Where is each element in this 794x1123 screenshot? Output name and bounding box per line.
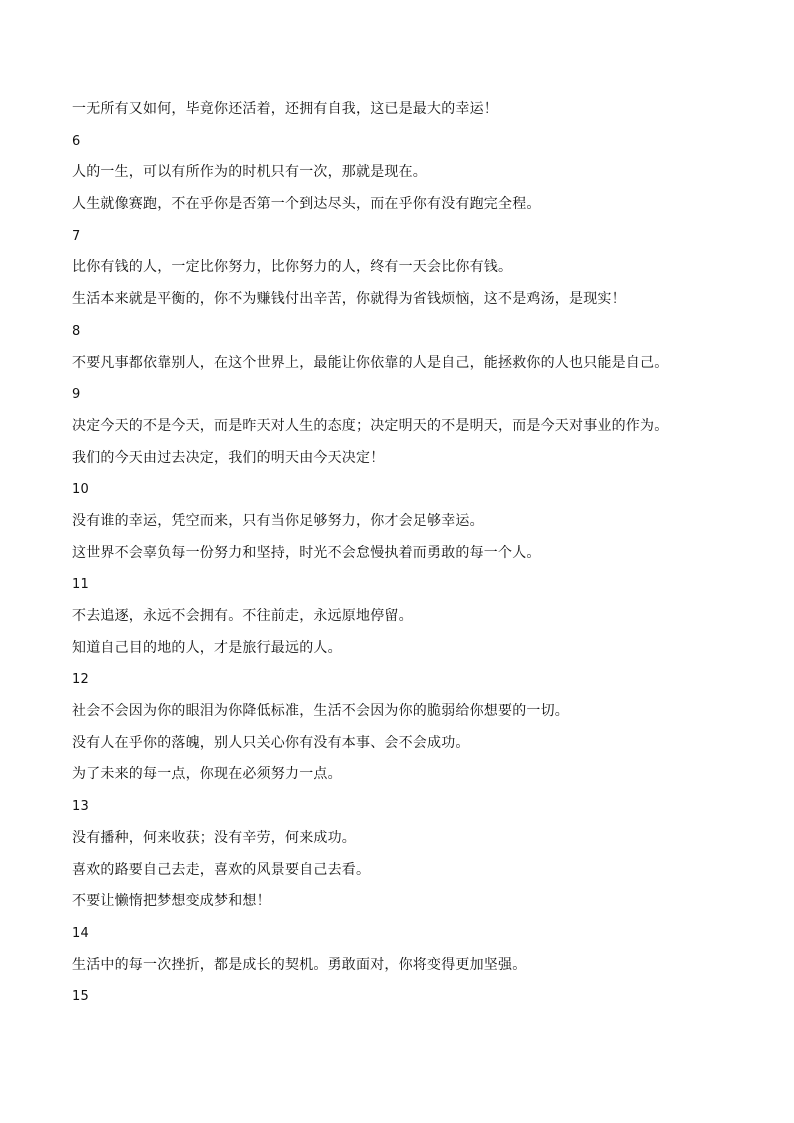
quote-number: 6 [72, 133, 81, 149]
quote-line: 我们的今天由过去决定，我们的明天由今天决定！ [72, 449, 385, 466]
quote-line: 人生就像赛跑，不在乎你是否第一个到达尽头，而在乎你有没有跑完全程。 [72, 196, 541, 213]
quote-number: 7 [72, 228, 81, 244]
quote-line: 一无所有又如何，毕竟你还活着，还拥有自我，这已是最大的幸运！ [72, 101, 498, 117]
quote-line: 不去追逐，永远不会拥有。不往前走，永远原地停留。 [72, 608, 413, 624]
quote-line: 没有播种，何来收获；没有辛劳，何来成功。 [72, 829, 356, 846]
quote-number: 14 [72, 925, 89, 941]
quote-line: 不要让懒惰把梦想变成梦和想！ [72, 893, 271, 910]
quote-number: 12 [72, 672, 89, 688]
quote-line: 生活中的每一次挫折，都是成长的契机。勇敢面对，你将变得更加坚强。 [72, 956, 527, 973]
quote-number: 8 [72, 323, 81, 339]
quote-line: 喜欢的路要自己去走，喜欢的风景要自己去看。 [72, 861, 371, 878]
quote-line: 社会不会因为你的眼泪为你降低标准，生活不会因为你的脆弱给你想要的一切。 [72, 703, 569, 720]
quote-line: 比你有钱的人，一定比你努力，比你努力的人，终有一天会比你有钱。 [72, 259, 513, 276]
quote-line: 人的一生，可以有所作为的时机只有一次，那就是现在。 [72, 164, 427, 181]
quote-line: 没有谁的幸运，凭空而来，只有当你足够努力，你才会足够幸运。 [72, 512, 484, 529]
quote-line: 知道自己目的地的人，才是旅行最远的人。 [72, 639, 342, 656]
document-body [72, 94, 752, 1013]
quote-number: 9 [72, 387, 81, 403]
quote-number: 15 [72, 989, 89, 1005]
quote-number: 13 [72, 799, 89, 815]
quote-line: 为了未来的每一点，你现在必须努力一点。 [72, 766, 342, 783]
quote-line: 不要凡事都依靠别人，在这个世界上，最能让你依靠的人是自己，能拯救你的人也只能是自己。 [72, 354, 669, 371]
quote-line: 没有人在乎你的落魄，别人只关心你有没有本事、会不会成功。 [72, 734, 470, 751]
quote-number: 11 [72, 577, 89, 593]
quote-number: 10 [72, 482, 89, 498]
quote-line: 这世界不会辜负每一份努力和坚持，时光不会怠慢执着而勇敢的每一个人。 [72, 544, 541, 561]
quote-line: 生活本来就是平衡的，你不为赚钱付出辛苦，你就得为省钱烦恼，这不是鸡汤，是现实！ [72, 291, 626, 308]
quote-line: 决定今天的不是今天，而是昨天对人生的态度；决定明天的不是明天，而是今天对事业的作为。 [72, 417, 669, 434]
